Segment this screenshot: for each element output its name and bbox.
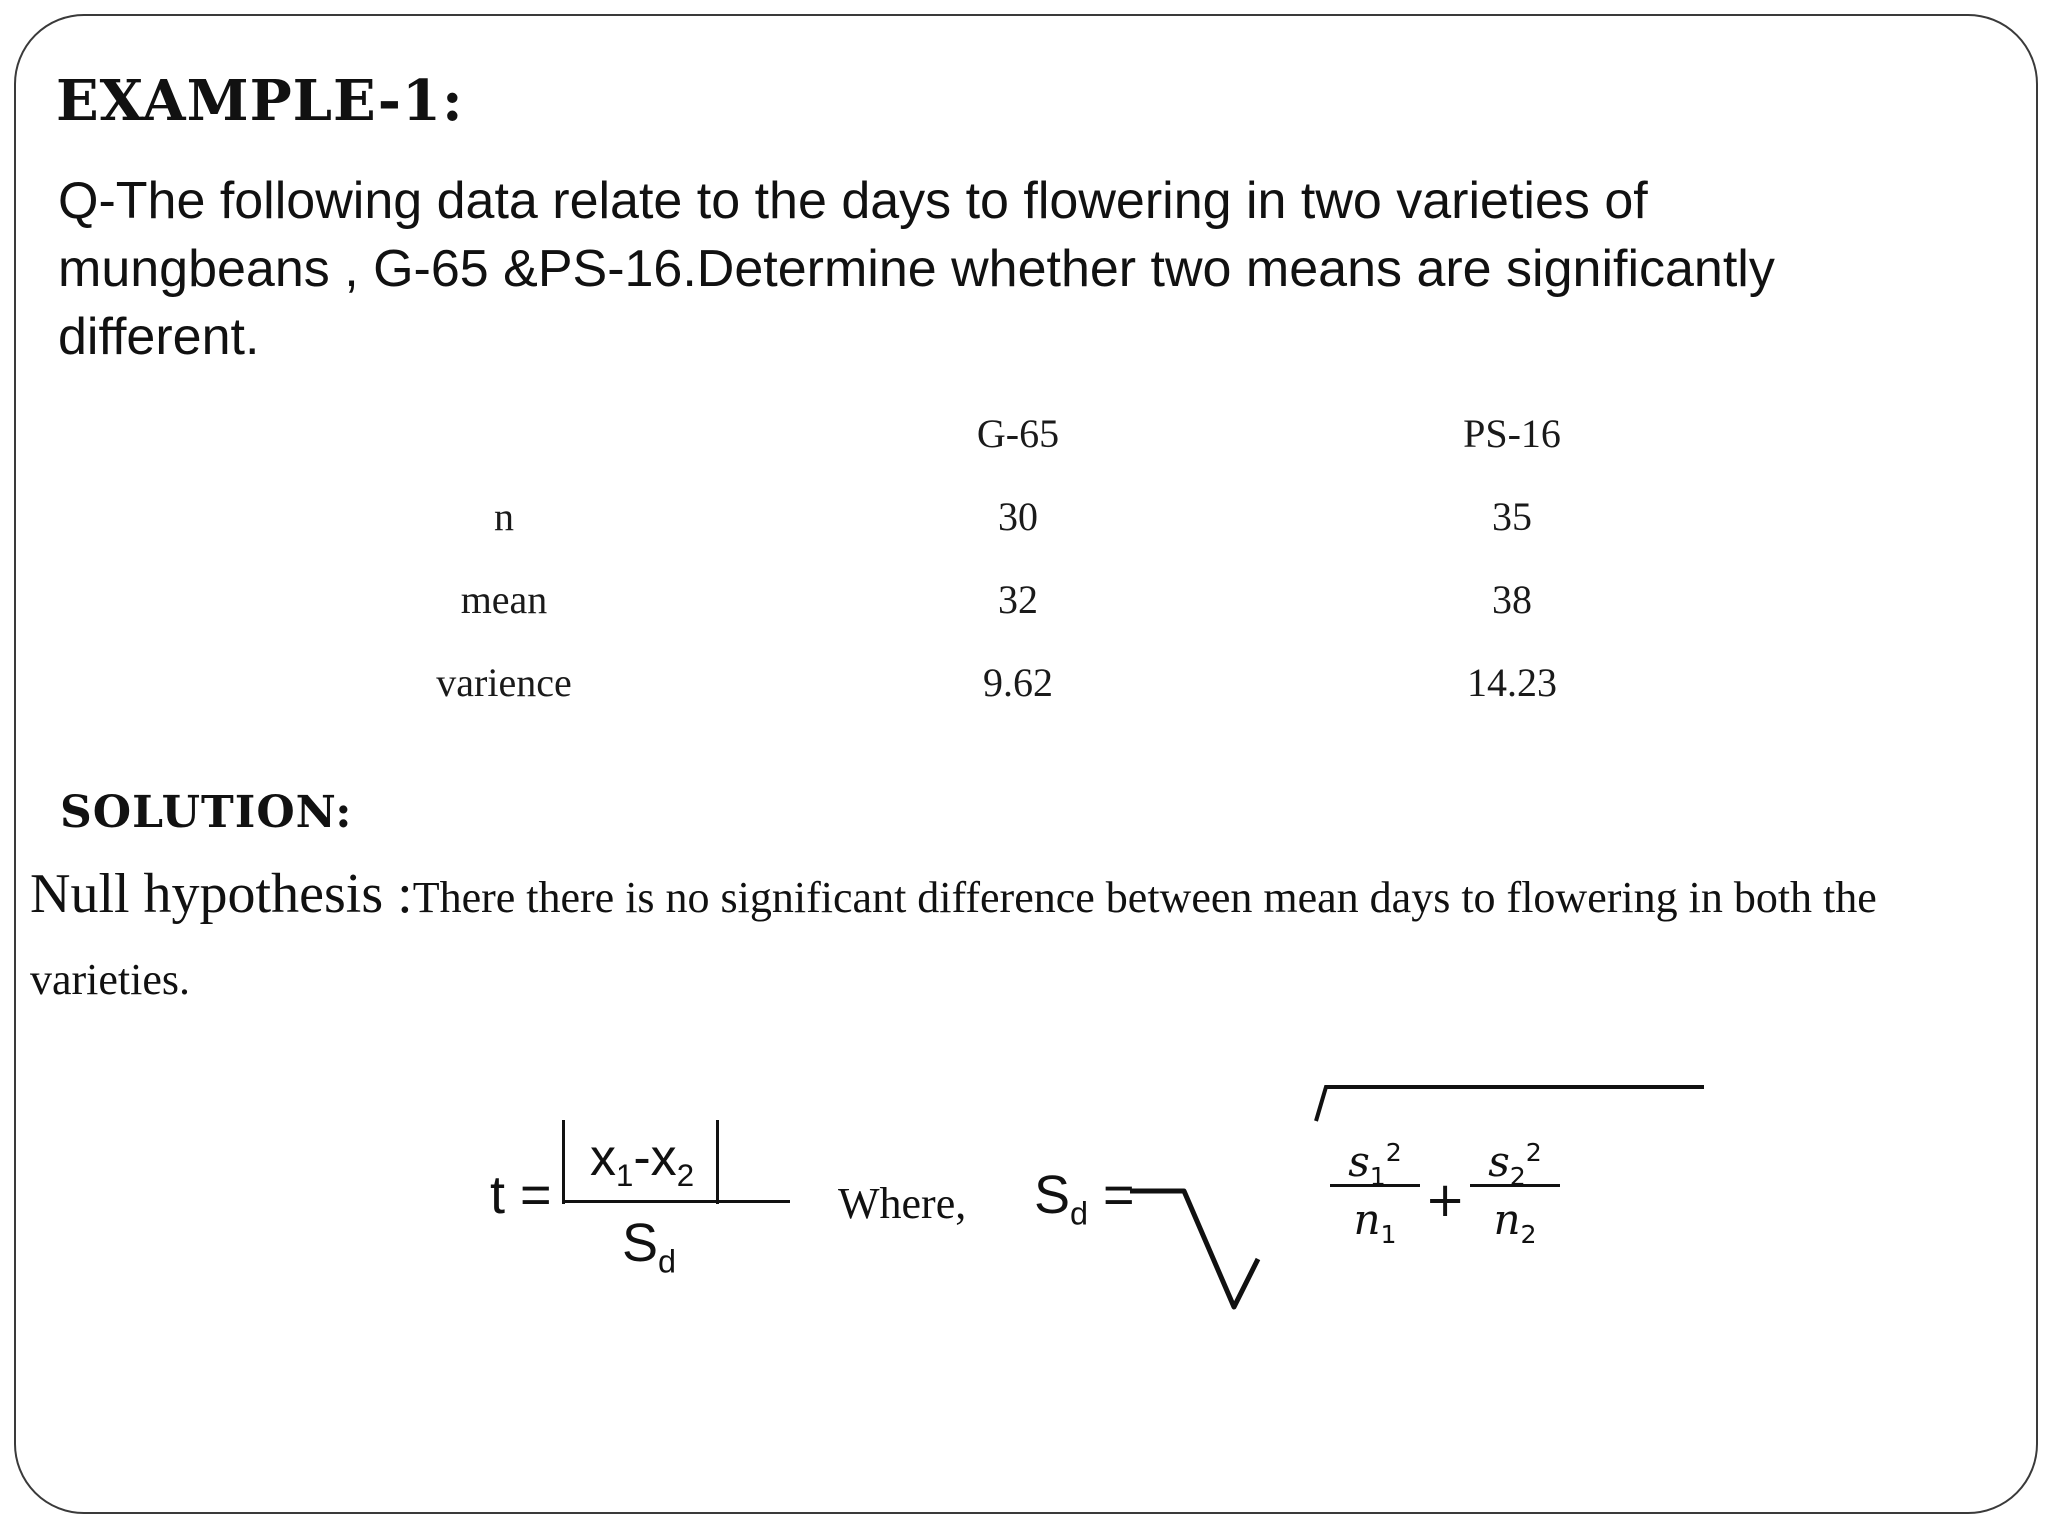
null-hypothesis: [30, 858, 2020, 1026]
sqrt-overbar: [1316, 1087, 1704, 1121]
cell-variance-g65: 9.62: [983, 660, 1053, 705]
sd-s: S: [1034, 1165, 1071, 1225]
hypothesis-lead: Null hypothesis :: [30, 863, 413, 925]
t-num-x1: x: [590, 1129, 616, 1187]
column-header-g65: G-65: [976, 411, 1060, 456]
plus-sign: +: [1425, 1172, 1466, 1228]
where-label: Where,: [838, 1179, 967, 1228]
t-den-sub: d: [658, 1243, 677, 1280]
slide-title: EXAMPLE-1:: [56, 68, 464, 134]
t-num-sub1: 1: [616, 1157, 634, 1193]
cell-mean-ps16: 38: [1492, 577, 1532, 622]
s2-squared: [1470, 1126, 1560, 1191]
solution-heading: SOLUTION:: [60, 787, 353, 838]
question-line-2: mungbeans , G-65 &PS-16.Determine whether two means are significantly: [58, 240, 1775, 298]
s2-superscript: 2: [1525, 1138, 1542, 1167]
sd-label: [1034, 1164, 1135, 1232]
abs-bar-right: [716, 1120, 719, 1204]
t-numerator: [590, 1128, 694, 1194]
s1-squared: [1330, 1126, 1420, 1191]
fraction-s2-n2: [1470, 1126, 1560, 1247]
question-line-3: different.: [58, 308, 260, 366]
t-num-minus: -x: [633, 1129, 677, 1187]
t-denominator: [622, 1212, 676, 1280]
cell-n-ps16: 35: [1492, 494, 1532, 539]
n2-denominator: [1470, 1193, 1560, 1247]
t-fraction-bar: [562, 1200, 790, 1203]
s1-subscript: 1: [1369, 1161, 1386, 1191]
n1-symbol: n: [1353, 1195, 1381, 1244]
s1-superscript: 2: [1385, 1138, 1402, 1167]
abs-bar-left: [562, 1120, 565, 1204]
row-label-mean: mean: [460, 577, 548, 622]
t-den-s: S: [622, 1213, 659, 1273]
fraction-s1-n1: [1330, 1126, 1420, 1247]
sd-sub: d: [1070, 1195, 1089, 1232]
n2-subscript: 2: [1520, 1219, 1537, 1249]
row-label-variance: varience: [436, 660, 572, 705]
s1-symbol: s: [1348, 1137, 1370, 1186]
sd-equals: =: [1088, 1165, 1135, 1225]
s2-subscript: 2: [1509, 1161, 1526, 1191]
cell-mean-g65: 32: [998, 577, 1038, 622]
question-text: [58, 167, 2018, 371]
cell-n-g65: 30: [998, 494, 1038, 539]
sqrt-radical-stroke: [1130, 1191, 1258, 1307]
t-label: t =: [490, 1165, 552, 1225]
cell-variance-ps16: 14.23: [1467, 660, 1557, 705]
s2-symbol: s: [1488, 1137, 1510, 1186]
question-line-1: Q-The following data relate to the days to flowering in two varieties of: [58, 172, 1648, 230]
row-label-n: n: [494, 494, 514, 539]
t-num-sub2: 2: [676, 1157, 695, 1193]
column-header-ps16: PS-16: [1463, 411, 1561, 456]
n1-denominator: [1330, 1193, 1420, 1247]
n2-symbol: n: [1493, 1195, 1521, 1244]
hypothesis-text: There there is no significant difference between mean days to flowering in both the varieties.: [30, 873, 1877, 1004]
n1-subscript: 1: [1380, 1219, 1397, 1249]
